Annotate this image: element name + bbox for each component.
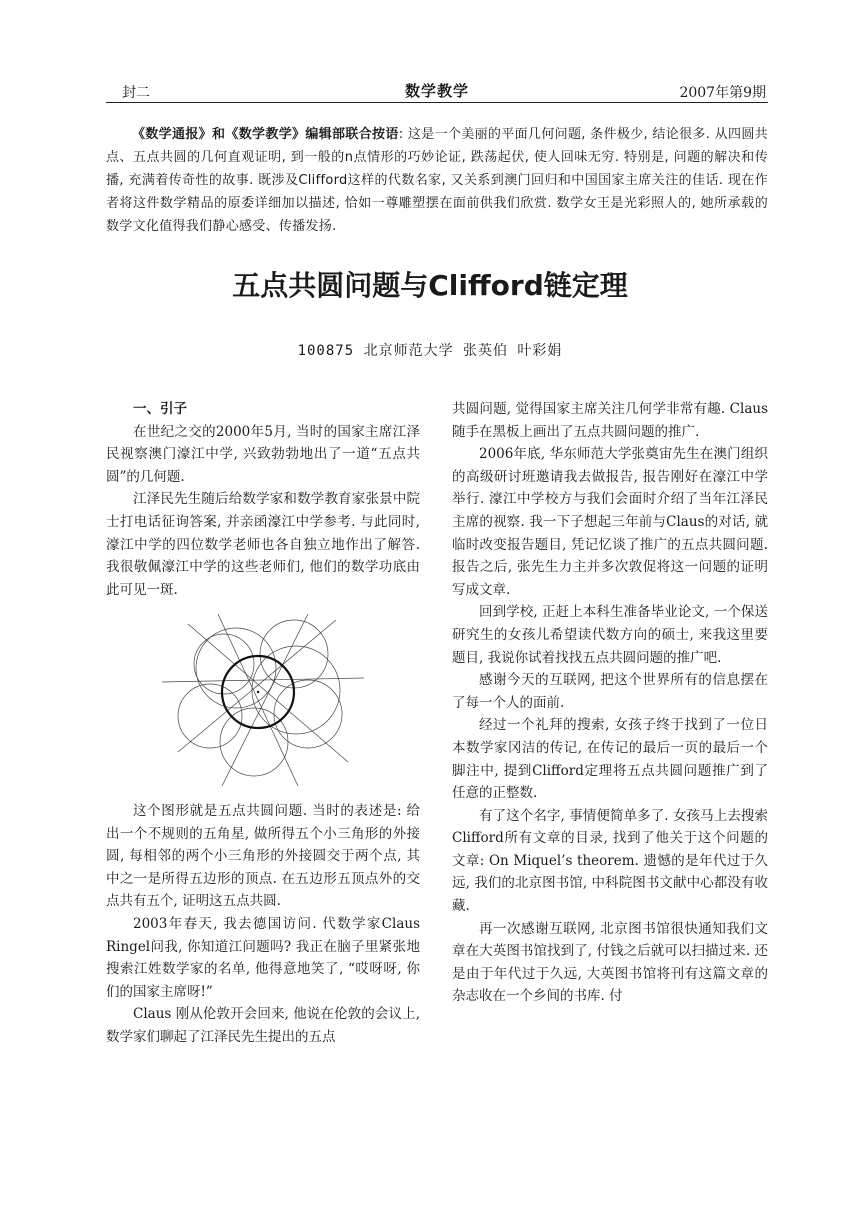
paragraph: 共圆问题, 觉得国家主席关注几何学非常有趣. Claus 随手在黑板上画出了五点共圆问题的推广.	[452, 401, 768, 440]
article-title: 五点共圆问题与Clifford链定理	[232, 269, 628, 302]
figure-line	[222, 614, 308, 786]
paragraph: 回到学校, 正赶上本科生准备毕业论文, 一个保送研究生的女孩儿希望读代数方向的硕士, 来我这里要题目, 我说你试着找找五点共圆问题的推广吧.	[452, 604, 768, 666]
paragraph: 再一次感谢互联网, 北京图书馆很快通知我们文章在大英图书馆找到了, 付钱之后就可以扫描过来. 还是由于年代过于久远, 大英图书馆将刊有这篇文章的杂志收在一个乡间的书库. 付	[452, 920, 768, 1005]
section-heading: 一、引子	[133, 401, 187, 417]
left-column-bottom	[106, 800, 420, 1049]
paragraph: 感谢今天的互联网, 把这个世界所有的信息摆在了每一个人的面前.	[452, 672, 768, 711]
page-label: 封二	[122, 85, 150, 101]
editor-note	[106, 123, 768, 238]
article-authors: 100875 北京师范大学 张英伯 叶彩娟	[297, 343, 563, 359]
paragraph: 在世纪之交的2000年5月, 当时的国家主席江泽民视察澳门濠江中学, 兴致勃勃地出了一道“五点共圆”的几何题.	[106, 423, 420, 485]
figure-line	[188, 624, 348, 762]
figure-circle	[274, 680, 342, 748]
figure-line	[178, 620, 336, 752]
paragraph: 2006年底, 华东师范大学张奠宙先生在澳门组织的高级研讨班邀请我去做报告, 报告刚好在濠江中学举行. 濠江中学校方与我们会面时介绍了当年江泽民主席的视察. 我一下子想起三年前与Claus的对话, 就临时改变报告题目, 凭记忆谈了推广的五点共圆问题. 报告之后, 张先生力主并多次敦促将这一问题的证明写成文章.	[452, 446, 768, 598]
figure-circle	[252, 646, 340, 734]
figure-line	[218, 614, 298, 786]
issue-label: 2007年第9期	[679, 85, 766, 101]
paragraph: 这个图形就是五点共圆问题. 当时的表述是: 给出一个不规则的五角星, 做所得五个小三角形的外接圆, 每相邻的两个小三角形的外接圆交于两个点, 其中之一是所得五边形的顶点. 在五边形五顶点外的交点共有五个, 证明这五点共圆.	[106, 803, 420, 910]
editor-note-paragraph	[106, 123, 768, 238]
five-circle-figure	[158, 612, 366, 788]
left-column-top	[106, 398, 420, 601]
figure-circle	[196, 628, 276, 708]
paragraph: 有了这个名字, 事情便简单多了. 女孩马上去搜索Clifford所有文章的目录, 找到了他关于这个问题的文章: On Miquel’s theorem. 遗憾的是年代过于久远, 我们的北京图书馆, 中科院图书文献中心都没有收藏.	[452, 807, 768, 915]
paragraph: 江泽民先生随后给数学家和数学教育家张景中院士打电话征询答案, 并亲函濠江中学参考. 与此同时, 濠江中学的四位数学老师也各自独立地作出了解答. 我很敬佩濠江中学的这些老师们, 他们的数学功底由此可见一斑.	[106, 491, 420, 598]
journal-name: 数学教学	[404, 82, 469, 100]
paragraph: 2003年春天, 我去德国访问. 代数学家Claus Ringel问我, 你知道江问题吗? 我正在脑子里紧张地搜索江姓数学家的名单, 他得意地笑了, “哎呀呀, 你们的国家主席呀!”	[106, 915, 420, 1000]
running-header	[106, 80, 768, 103]
paragraph: 经过一个礼拜的搜索, 女孩子终于找到了一位日本数学家冈洁的传记, 在传记的最后一页的最后一个脚注中, 提到Clifford定理将五点共圆问题推广到了任意的正整数.	[452, 717, 768, 802]
editor-note-lead: 《数学通报》和《数学教学》编辑部联合按语	[132, 127, 399, 142]
right-column	[452, 398, 768, 1008]
paragraph: Claus 刚从伦敦开会回来, 他说在伦敦的会议上, 数学家们聊起了江泽民先生提出的五点	[106, 1006, 420, 1045]
center-point	[257, 691, 259, 693]
editor-note-text: : 这是一个美丽的平面几何问题, 条件极少, 结论很多. 从四圆共点、五点共圆的几何直观证明, 到一般的n点情形的巧妙论证, 跌荡起伏, 使人回味无穷. 特别是, 问题的解决和传播, 充满着传奇性的故事. 既涉及Clifford这样的代数名家, 又关系到澳门回归和中国国家主席关注的佳话. 现在作者将这件数学精品的原委详细加以描述, 恰如一尊雕塑摆在面前供我们欣赏. 数学女王是光彩照人的, 她所承载的数学文化值得我们静心感受、传播发扬.	[106, 127, 768, 234]
